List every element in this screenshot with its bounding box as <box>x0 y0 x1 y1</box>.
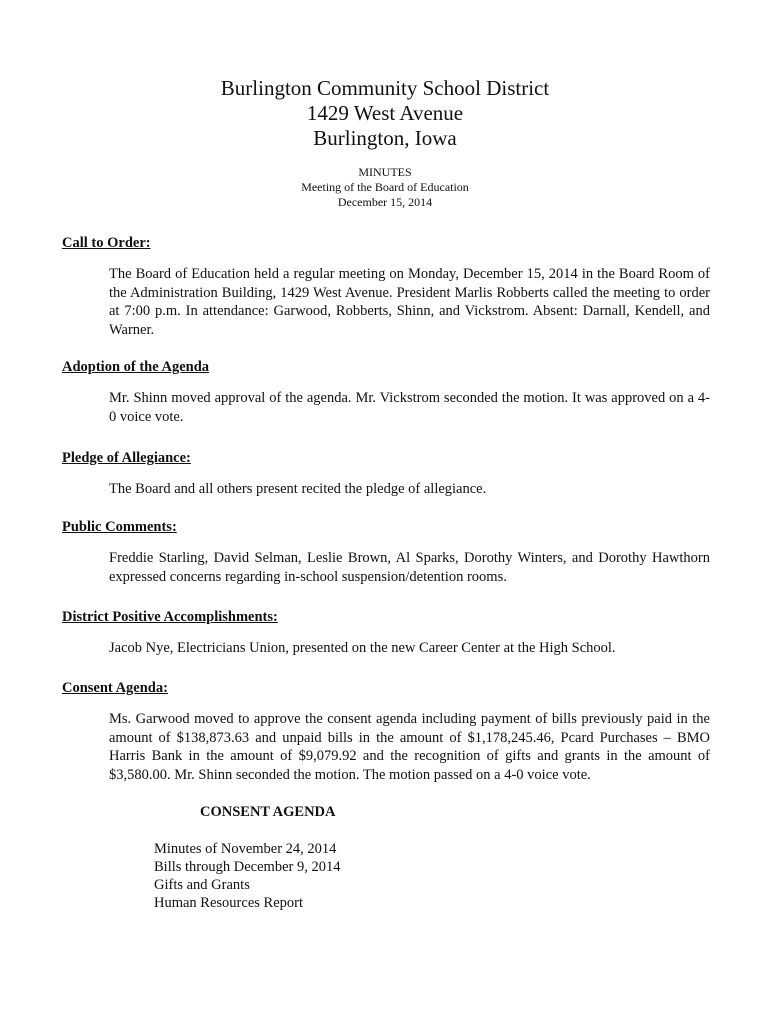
section-consent-agenda <box>62 679 710 784</box>
list-item: Gifts and Grants <box>154 877 250 893</box>
section-heading: Consent Agenda: <box>62 680 168 696</box>
section-heading: Adoption of the Agenda <box>62 359 210 375</box>
section-body: Mr. Shinn moved approval of the agenda. Mr. Vickstrom seconded the motion. It was approved on a 4-0 voice vote. <box>109 390 710 425</box>
section-body: The Board of Education held a regular meeting on Monday, December 15, 2014 in the Board Room of the Administration Building, 1429 West Avenue. President Marlis Robberts called the meeting to order at 7:00 p.m. In attendance: Garwood, Robberts, Shinn, and Vickstrom. Absent: Darnall, Kendell, and Warner. <box>109 266 710 338</box>
section-body: The Board and all others present recited the pledge of allegiance. <box>109 481 487 497</box>
list-item: Human Resources Report <box>154 895 303 911</box>
document-header <box>0 76 770 210</box>
district-city: Burlington, Iowa <box>313 126 457 150</box>
consent-agenda-title: CONSENT AGENDA <box>200 804 336 820</box>
section-heading: District Positive Accomplishments: <box>62 609 278 625</box>
section-body: Ms. Garwood moved to approve the consent agenda including payment of bills previously paid in the amount of $138,873.63 and unpaid bills in the amount of $1,178,245.46, Pcard Purchases – BMO Harris Bank in the amount of $9,079.92 and the recognition of gifts and grants in the amount of $3,580.00. Mr. Shinn seconded the motion. The motion passed on a 4-0 voice vote. <box>109 711 710 783</box>
section-heading: Call to Order: <box>62 235 151 251</box>
district-name: Burlington Community School District <box>220 76 550 100</box>
section-public-comments <box>62 518 710 586</box>
section-pledge-of-allegiance <box>62 449 710 499</box>
district-address: 1429 West Avenue <box>306 101 464 125</box>
section-heading: Pledge of Allegiance: <box>62 450 191 466</box>
meeting-date: December 15, 2014 <box>337 195 433 209</box>
section-heading: Public Comments: <box>62 519 177 535</box>
section-district-accomplishments <box>62 608 710 658</box>
section-body: Jacob Nye, Electricians Union, presented on the new Career Center at the High School. <box>109 640 616 656</box>
section-adoption-of-agenda <box>62 358 710 426</box>
meeting-info <box>0 165 770 210</box>
list-item: Bills through December 9, 2014 <box>154 859 341 875</box>
section-body: Freddie Starling, David Selman, Leslie Brown, Al Sparks, Dorothy Winters, and Dorothy Hawthorn expressed concerns regarding in-school suspension/detention rooms. <box>109 550 710 585</box>
doc-type: MINUTES <box>358 165 412 179</box>
list-item: Minutes of November 24, 2014 <box>154 841 337 857</box>
section-call-to-order <box>62 234 710 339</box>
consent-agenda-list <box>154 840 340 912</box>
meeting-name: Meeting of the Board of Education <box>301 180 469 194</box>
